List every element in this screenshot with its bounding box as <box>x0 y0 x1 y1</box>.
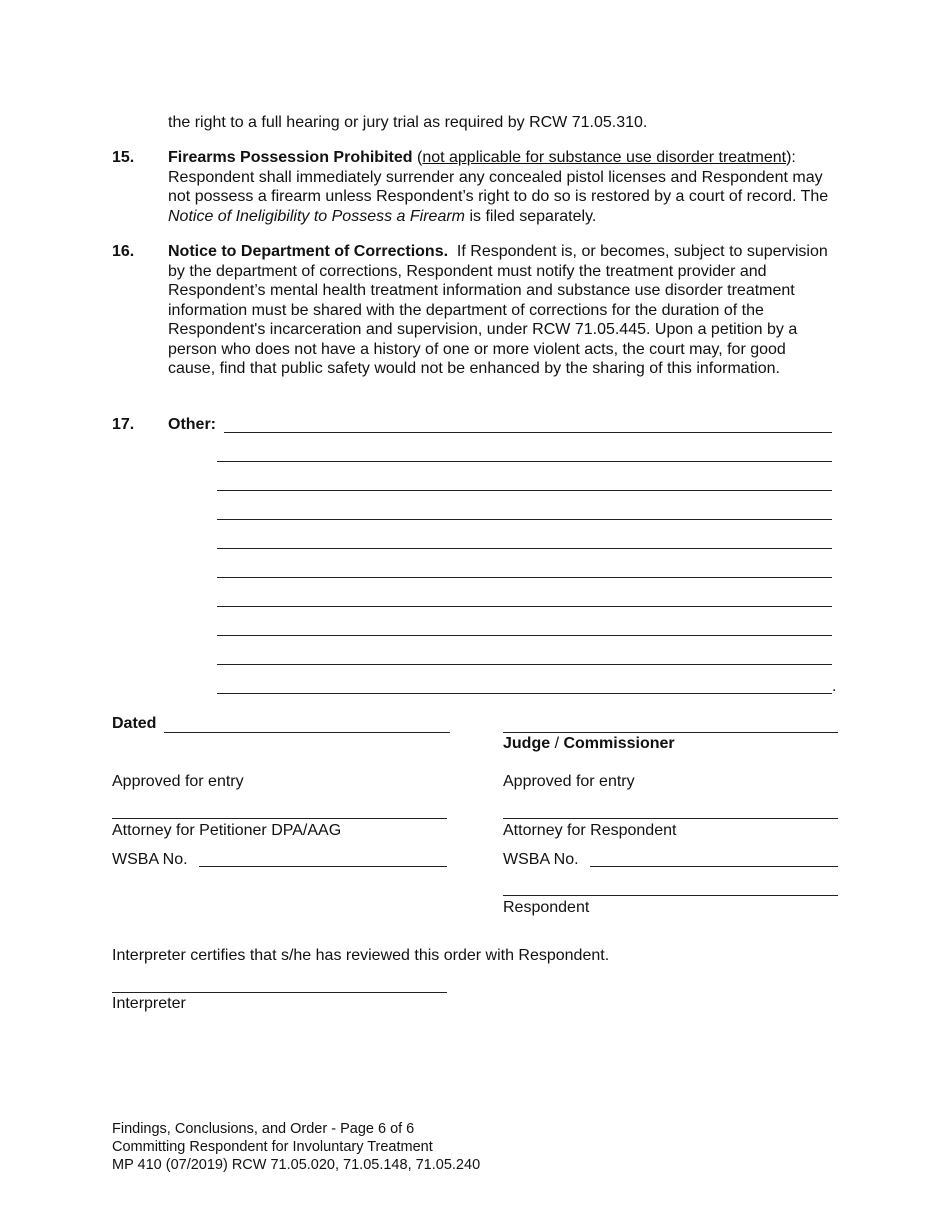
footer-line-3: MP 410 (07/2019) RCW 71.05.020, 71.05.148, 71.05.240 <box>112 1157 481 1173</box>
item-16-text: If Respondent is, or becomes, subject to supervision by the department of corrections, Respondent must notify the treatment provider and Respondent’s mental health treatment information and substance use disorder treatment information must be shared with the department of corrections for the duration of the Respondent's incarceration and supervision, under RCW 71.05.445. Upon a petition by a person who does not have a history of one or more violent acts, the court may, for good cause, find that public safety would not be enhanced by the sharing of this information. <box>168 243 828 377</box>
judge-separator: / <box>550 735 564 752</box>
other-line-8[interactable] <box>217 635 832 636</box>
other-end-period: . <box>832 678 837 695</box>
page-footer <box>112 1120 480 1174</box>
item-17-number: 17. <box>112 416 135 433</box>
wsba-line-right[interactable] <box>590 866 838 867</box>
item-15-title: Firearms Possession Prohibited <box>168 149 413 166</box>
other-line-2[interactable] <box>217 461 832 462</box>
continuation-text: the right to a full hearing or jury trial as required by RCW 71.05.310. <box>168 114 648 131</box>
other-line-5[interactable] <box>217 548 832 549</box>
other-line-4[interactable] <box>217 519 832 520</box>
approved-entry-left: Approved for entry <box>112 773 244 790</box>
other-line-10[interactable] <box>217 693 832 694</box>
other-line-9[interactable] <box>217 664 832 665</box>
dated-line[interactable] <box>164 732 450 733</box>
interpreter-label: Interpreter <box>112 995 186 1012</box>
judge-commissioner-label <box>503 734 675 754</box>
wsba-label-left: WSBA No. <box>112 851 188 868</box>
item-15-qualifier: not applicable for substance use disorder treatment <box>422 149 787 166</box>
item-16-number: 16. <box>112 243 135 260</box>
judge-signature-line[interactable] <box>503 732 838 733</box>
item-15-text: Respondent shall immediately surrender any concealed pistol licenses and Respondent may not possess a firearm unless Respondent’s right to do so is restored by a court of record. The <box>168 168 829 205</box>
attorney-respondent-label: Attorney for Respondent <box>503 822 677 839</box>
respondent-label: Respondent <box>503 899 590 916</box>
other-line-6[interactable] <box>217 577 832 578</box>
approved-entry-right: Approved for entry <box>503 773 635 790</box>
petitioner-attorney-signature-line[interactable] <box>112 818 447 819</box>
wsba-line-left[interactable] <box>199 866 447 867</box>
dated-label: Dated <box>112 715 157 732</box>
respondent-signature-line[interactable] <box>503 895 838 896</box>
wsba-label-right: WSBA No. <box>503 851 579 868</box>
other-line-3[interactable] <box>217 490 832 491</box>
item-16-title: Notice to Department of Corrections. <box>168 243 449 260</box>
item-15-text-end: is filed separately. <box>465 207 597 225</box>
other-line-1[interactable] <box>224 432 832 433</box>
item-15-notice-title: Notice of Ineligibility to Possess a Firearm <box>168 207 465 225</box>
item-16-paragraph <box>168 242 836 379</box>
interpreter-signature-line[interactable] <box>112 992 447 993</box>
item-17-label: Other: <box>168 416 216 433</box>
other-line-7[interactable] <box>217 606 832 607</box>
interpreter-statement: Interpreter certifies that s/he has reviewed this order with Respondent. <box>112 947 610 964</box>
respondent-attorney-signature-line[interactable] <box>503 818 838 819</box>
attorney-petitioner-label: Attorney for Petitioner DPA/AAG <box>112 822 342 839</box>
judge-label: Judge <box>503 735 551 752</box>
commissioner-label: Commissioner <box>563 735 675 752</box>
item-15-paragraph: Firearms Possession Prohibited (not applicable for substance use disorder treatment): Respondent shall immediately surrender any concealed pistol licenses and Respondent may not possess a firearm unless Respondent’s right to do so is restored by a court of record. The Notice of Ineligibility to Possess a Firearm is filed separately. <box>168 149 829 225</box>
footer-line-2: Committing Respondent for Involuntary Treatment <box>112 1139 433 1155</box>
footer-line-1: Findings, Conclusions, and Order - Page 6 of 6 <box>112 1121 415 1137</box>
item-15-number: 15. <box>112 149 135 166</box>
